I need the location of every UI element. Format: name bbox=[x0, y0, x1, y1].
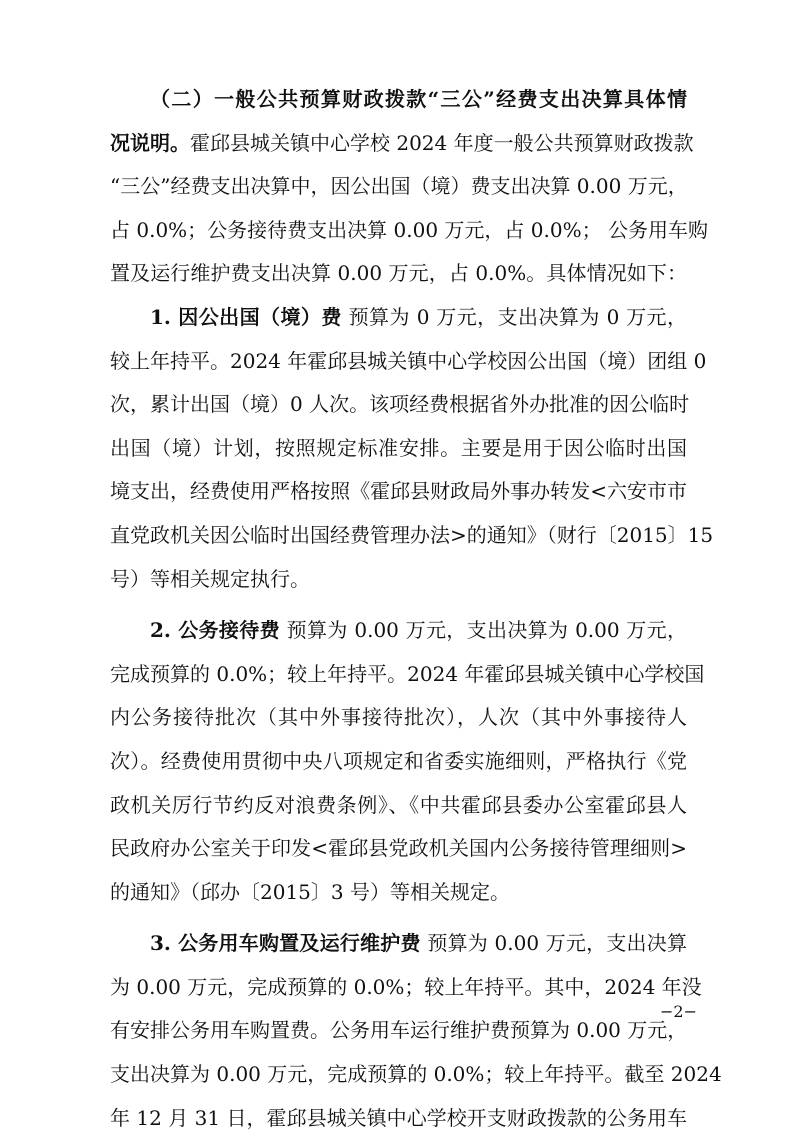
text-line: “三公”经费支出决算中，因公出国（境）费支出决算 0.00 万元， bbox=[110, 174, 688, 199]
page-number: −2− bbox=[660, 1002, 697, 1021]
paragraph-reception-expense bbox=[110, 609, 705, 914]
text-line: 次）。经费使用贯彻中央八项规定和省委实施细则，严格执行《党 bbox=[110, 748, 687, 773]
text-line: 为 0.00 万元，完成预算的 0.0%；较上年持平。其中，2024 年没 bbox=[110, 974, 702, 999]
text-line: 置及运行维护费支出决算 0.00 万元，占 0.0%。具体情况如下： bbox=[110, 261, 687, 286]
text-line: 直党政机关因公临时出国经费管理办法>的通知》（财行〔2015〕15 bbox=[110, 522, 714, 547]
text-line: 完成预算的 0.0%；较上年持平。2024 年霍邱县城关镇中心学校国 bbox=[110, 661, 705, 686]
document-body bbox=[110, 78, 722, 1140]
text-line: 民政府办公室关于印发<霍邱县党政机关国内公务接待管理细则> bbox=[110, 836, 687, 861]
text-line: 次，累计出国（境）0 人次。该项经费根据省外办批准的因公临时 bbox=[110, 392, 690, 417]
text-line: 1. 因公出国（境）费 预算为 0 万元，支出决算为 0 万元， bbox=[150, 304, 687, 329]
item-heading-vehicle: 3. 公务用车购置及运行维护费 bbox=[150, 931, 421, 956]
text-line: 较上年持平。2024 年霍邱县城关镇中心学校因公出国（境）团组 0 bbox=[110, 348, 707, 373]
text-line: 占 0.0%；公务接待费支出决算 0.00 万元，占 0.0%； 公务用车购 bbox=[110, 217, 708, 242]
text-line: 号）等相关规定执行。 bbox=[110, 566, 310, 591]
paragraph-sangong-summary bbox=[110, 78, 708, 296]
text-line bbox=[110, 78, 687, 122]
text-line: 出国（境）计划，按照规定标准安排。主要是用于因公临时出国 bbox=[110, 435, 687, 460]
section-heading-continued: 况说明。 bbox=[110, 130, 190, 155]
text-line: 的通知》（邱办〔2015〕3 号）等相关规定。 bbox=[110, 879, 510, 904]
paragraph-overseas-expense bbox=[110, 296, 714, 601]
text-line: 政机关厉行节约反对浪费条例》、《中共霍邱县委办公室霍邱县人 bbox=[110, 792, 687, 817]
text-line: 境支出，经费使用严格按照《霍邱县财政局外事办转发<六安市市 bbox=[110, 479, 687, 504]
paragraph-vehicle-expense bbox=[110, 922, 722, 1140]
text-line: 况说明。霍邱县城关镇中心学校 2024 年度一般公共预算财政拨款 bbox=[110, 130, 694, 155]
text-line: 支出决算为 0.00 万元，完成预算的 0.0%；较上年持平。截至 2024 bbox=[110, 1062, 722, 1087]
section-heading: （二）一般公共预算财政拨款“三公”经费支出决算具体情 bbox=[150, 87, 687, 111]
item-heading-overseas: 1. 因公出国（境）费 bbox=[150, 304, 342, 329]
text-line: 2. 公务接待费 预算为 0.00 万元，支出决算为 0.00 万元， bbox=[150, 618, 687, 643]
item-heading-reception: 2. 公务接待费 bbox=[150, 618, 280, 643]
text-line: 内公务接待批次（其中外事接待批次），人次（其中外事接待人 bbox=[110, 705, 687, 730]
text-line: 有安排公务用车购置费。公务用车运行维护费预算为 0.00 万元， bbox=[110, 1018, 688, 1043]
text-line: 3. 公务用车购置及运行维护费 预算为 0.00 万元，支出决算 bbox=[150, 931, 688, 956]
text-line: 年 12 月 31 日，霍邱县城关镇中心学校开支财政拨款的公务用车 bbox=[110, 1105, 687, 1130]
